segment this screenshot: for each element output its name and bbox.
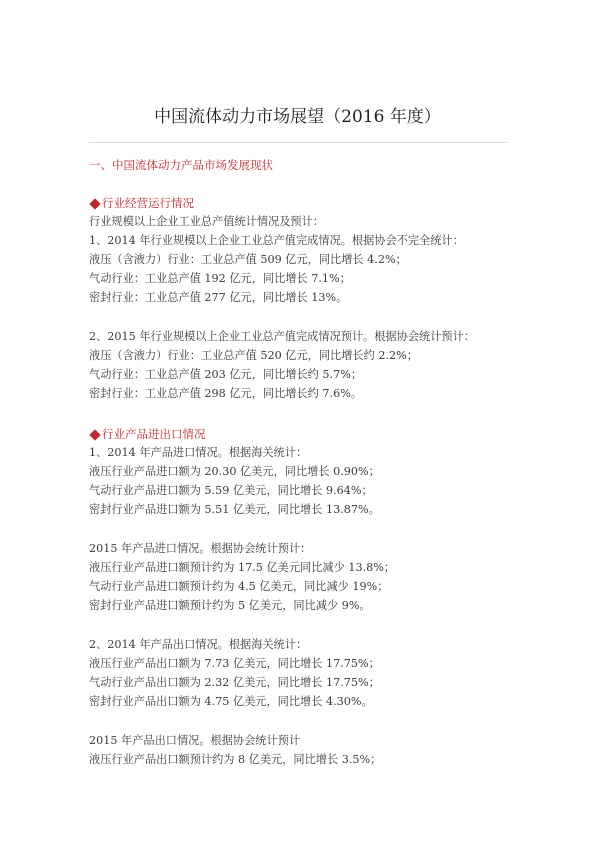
ops-line-9: 密封行业：工业总产值 298 亿元，同比增长约 7.6%。 bbox=[89, 387, 363, 400]
section-heading-market-status: 一、中国流体动力产品市场发展现状 bbox=[89, 158, 273, 172]
trade-line-6: 液压行业产品进口额预计约为 17.5 亿美元同比减少 13.8%； bbox=[89, 561, 396, 574]
ops-line-6: 2、2015 年行业规模以上企业工业总产值完成情况预计。根据协会统计预计： bbox=[89, 330, 475, 343]
title-divider bbox=[89, 142, 507, 143]
trade-line-9: 2、2014 年产品出口情况。根据海关统计： bbox=[89, 638, 308, 651]
trade-line-8: 密封行业产品进口额预计约为 5 亿美元，同比减少 9%。 bbox=[89, 599, 371, 612]
ops-line-1: 行业规模以上企业工业总产值统计情况及预计： bbox=[89, 215, 324, 228]
ops-line-2: 1、2014 年行业规模以上企业工业总产值完成情况。根据协会不完全统计： bbox=[89, 234, 464, 247]
trade-line-4: 密封行业产品进口额为 5.51 亿美元，同比增长 13.87%。 bbox=[89, 503, 380, 516]
document-title: 中国流体动力市场展望（2016 年度） bbox=[154, 107, 441, 127]
trade-line-10: 液压行业产品出口额为 7.73 亿美元，同比增长 17.75%； bbox=[89, 657, 380, 670]
subheading-trade-text: 行业产品进出口情况 bbox=[102, 427, 206, 441]
subheading-trade bbox=[89, 426, 206, 442]
trade-line-13: 2015 年产品出口情况。根据协会统计预计 bbox=[89, 734, 301, 747]
ops-line-7: 液压（含液力）行业：工业总产值 520 亿元，同比增长约 2.2%； bbox=[89, 349, 418, 362]
trade-line-3: 气动行业产品进口额为 5.59 亿美元，同比增长 9.64%； bbox=[89, 484, 373, 497]
diamond-bullet-icon bbox=[89, 429, 100, 440]
ops-line-8: 气动行业：工业总产值 203 亿元，同比增长约 5.7%； bbox=[89, 368, 363, 381]
diamond-bullet-icon bbox=[89, 198, 100, 209]
trade-line-12: 密封行业产品出口额为 4.75 亿美元，同比增长 4.30%。 bbox=[89, 695, 373, 708]
trade-line-11: 气动行业产品出口额为 2.32 亿美元，同比增长 17.75%； bbox=[89, 676, 380, 689]
trade-line-7: 气动行业产品进口额预计约为 4.5 亿美元，同比减少 19%； bbox=[89, 580, 389, 593]
trade-line-2: 液压行业产品进口额为 20.30 亿美元，同比增长 0.90%； bbox=[89, 465, 380, 478]
trade-line-14: 液压行业产品出口额预计约为 8 亿美元，同比增长 3.5%； bbox=[89, 753, 382, 766]
trade-line-1: 1、2014 年产品进口情况。根据海关统计： bbox=[89, 446, 308, 459]
ops-line-3: 液压（含液力）行业：工业总产值 509 亿元，同比增长 4.2%； bbox=[89, 253, 407, 266]
subheading-operations-text: 行业经营运行情况 bbox=[102, 196, 194, 210]
ops-line-5: 密封行业：工业总产值 277 亿元，同比增长 13%。 bbox=[89, 291, 348, 304]
trade-line-5: 2015 年产品进口情况。根据协会统计预计： bbox=[89, 542, 312, 555]
ops-line-4: 气动行业：工业总产值 192 亿元，同比增长 7.1%； bbox=[89, 272, 351, 285]
subheading-operations bbox=[89, 195, 194, 211]
